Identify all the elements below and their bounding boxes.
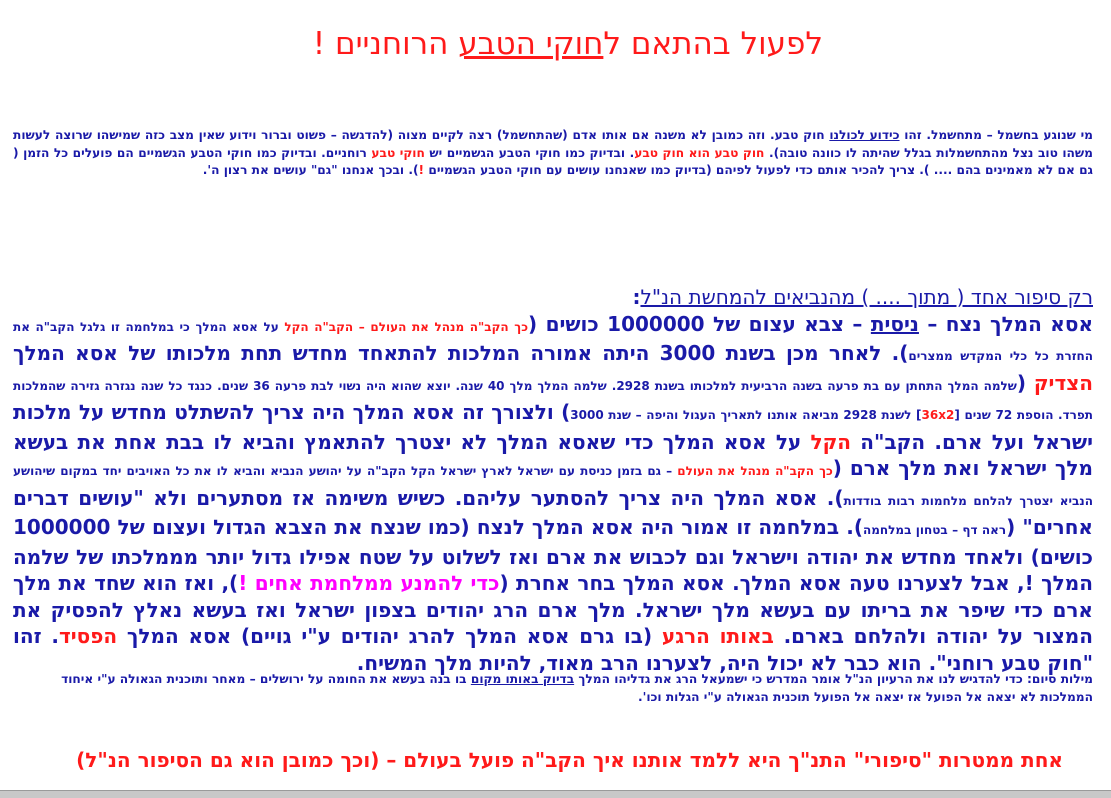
closing-text-1: מילות סיום: כדי להדגיש לנו את הרעיון הנ"ל אומר המדרש כי ישמעאל הרג את גדליהו המלך bbox=[574, 672, 1093, 686]
story-text-6: ). אסא המלך היה צריך להסתער עליהם. כשיש משימה אז מסתערים ולא "עושים דברים אחרים" ( bbox=[13, 485, 1093, 539]
story-text-3: ). לאחר מכן בשנת 3000 היתה אמורה המלכות להתאחד מחדש תחת מלכותו של אסא המלך bbox=[13, 341, 909, 365]
intro-text-4: רוחניים. ובדיוק כמו חוקי הטבע הגשמיים הם פועלים כל הזמן ( גם אם לא מאמינים בהם .... ). צריך להכיר אותם כדי לפעול לפיהם (בדיוק כמו שאנחנו עושים עם חוקי הטבע הגשמיים bbox=[13, 145, 1093, 177]
story-text-10: . זהו "חוק טבע רוחני". הוא כבר לא יכול היה, לצערנו הרב מאוד, להיות מלך המשיח. bbox=[13, 624, 1093, 675]
story-note-year-3000: ] לשנת 2928 מביאה אותנו לתאריך העגול והיפה – שנת 3000 bbox=[570, 408, 922, 422]
bottom-divider bbox=[0, 790, 1111, 798]
story-eased: הקל bbox=[810, 429, 852, 454]
story-note-36x2: 36x2 bbox=[921, 408, 955, 422]
closing-exact-place: בדיוק באותו מקום bbox=[470, 672, 575, 686]
page-title bbox=[313, 26, 823, 62]
intro-underlined-known: כידוע לכולנו bbox=[829, 128, 900, 142]
story-body bbox=[13, 311, 1093, 677]
title-part-underlined: חוקי הטבע bbox=[458, 26, 604, 62]
story-lost: הפסיד bbox=[58, 624, 118, 648]
story-note-god-manages: כך הקב"ה מנהל את העולם – הקב"ה הקל bbox=[284, 319, 529, 334]
story-note-joshua: – גם בזמן כניסת עם ישראל לארץ ישראל הקל הקב"ה על יהושע הנביא והביא לו את כל האויבים יחד במקום שיהושע הנביא יצטרך להלחם מלחמות רבות בודדות bbox=[13, 464, 1093, 508]
story-heading: רק סיפור אחד ( מתוך .... ) מהנביאים להמחשת הנ"ל bbox=[640, 285, 1093, 309]
intro-text-3: . ובדיוק כמו חוקי הטבע הגשמיים יש bbox=[424, 145, 635, 160]
story-heading-line bbox=[13, 284, 1093, 311]
story-heading-colon: : bbox=[632, 285, 641, 309]
story-note-solomon: שלמה המלך התחתן עם בת פרעה בשנה הרביעית למלכותו בשנת 2928. שלמה המלך מלך 40 שנה. יוצא שהוא היה נשוי לבת פרעה 36 שנים. כנגד כל שנה נגזרה גזירה שהמלכות תפרד. הוספת 72 שנים [ bbox=[13, 378, 1093, 422]
intro-highlight-nature-laws: חוקי טבע bbox=[371, 145, 425, 160]
title-part-1: לפעול בהתאם ל bbox=[603, 26, 823, 62]
story-text-8: ), ואז הוא שחד את מלך ארם כדי שיפר את בריתו עם בעשא מלך ישראל. מלך ארם הרג יהודים בצפון ישראל ואז בעשא נאלץ להפסיק את המצור על יהודה ולהלחם בארם. bbox=[13, 571, 1093, 648]
story-note-temple-vessels: על אסא המלך כי במלחמה זו גלגל הקב"ה את החזרת כל כלי המקדש ממצרים bbox=[13, 319, 1093, 363]
intro-text-1: מי שנוגע בחשמל – מתחשמל. זהו bbox=[899, 128, 1093, 142]
intro-text-5: ). ובכך אנחנו "גם" עושים את רצון ה'. bbox=[202, 163, 419, 177]
closing-text-2: בו בנה בעשא את החומה על ירושלים – מאחר ותוכנית הגאולה ע"י איחוד הממלכות לא יצאה אל הפועל אז יצאה אל הפועל תוכנית הגאולה ע"י הגלות וכו'. bbox=[61, 672, 1093, 704]
story-note-god-manages-2: כך הקב"ה מנהל את העולם bbox=[677, 464, 833, 478]
story-at-that-moment: באותו הרגע bbox=[661, 624, 774, 648]
title-part-3: הרוחניים ! bbox=[312, 26, 459, 62]
story-text-7: ). במלחמה זו אמור היה אסא המלך לנצח (כמו שנצח את הצבא הגדול ועצום של 1000000 כושים) ולאחד מחדש את יהודה וישראל וגם לכבוש את ארם ואז לשלוט על שטח אפילו גדול יותר מממלכתו של שלמה המלך !, אבל לצערנו טעה אסא המלך. אסא המלך בחר אחרת ( bbox=[13, 515, 1093, 595]
story-text-9: (בו גרם אסא המלך להרג יהודים ע"י גויים) אסא המלך bbox=[117, 624, 662, 648]
story-miraculous: ניסית bbox=[870, 311, 919, 336]
intro-exclamation: ! bbox=[418, 163, 425, 177]
closing-paragraph bbox=[13, 670, 1093, 706]
story-note-see-page: ראה דף – בטחון במלחמה bbox=[862, 523, 1007, 537]
story-text-4: ) ולצורך זה אסא המלך היה צריך להשתלט מחדש על מלכות ישראל ועל ארם. הקב"ה bbox=[13, 400, 1093, 454]
story-avoid-civil-war: כדי להמנע ממלחמת אחים ! bbox=[238, 571, 500, 595]
story-righteous: הצדיק bbox=[1033, 370, 1093, 395]
story-text-5: על אסא המלך כדי שאסא המלך לא יצטרך להתאמץ והביא לו בבת אחת את בעשא מלך ישראל ואת מלך ארם ( bbox=[13, 429, 1093, 480]
footer-statement: אחת ממטרות "סיפורי" התנ"ך היא ללמד אותנו איך הקב"ה פועל בעולם – (וכך כמובן הוא גם הסיפור הנ"ל) bbox=[76, 748, 1063, 772]
intro-text-2: חוק טבע. וזה כמובן לא משנה אם אותו אדם (שהתחשמל) רצה לקיים מצוה (להדגשה – פשוט וברור וידוע שאין מצב כזה שמישהו שרוצה לעשות משהו טוב נצל מהתחשמלות בגלל שהיתה לו כוונה טובה). bbox=[13, 128, 1093, 160]
story-text-1: אסא המלך נצח – bbox=[918, 311, 1094, 336]
story-text-2: – צבא עצום של 1000000 כושים ( bbox=[528, 311, 871, 336]
story-paren-open: ( bbox=[1016, 370, 1034, 395]
intro-paragraph bbox=[13, 127, 1093, 180]
intro-highlight-law: חוק טבע הוא חוק טבע bbox=[634, 145, 765, 160]
story-section bbox=[13, 284, 1093, 676]
